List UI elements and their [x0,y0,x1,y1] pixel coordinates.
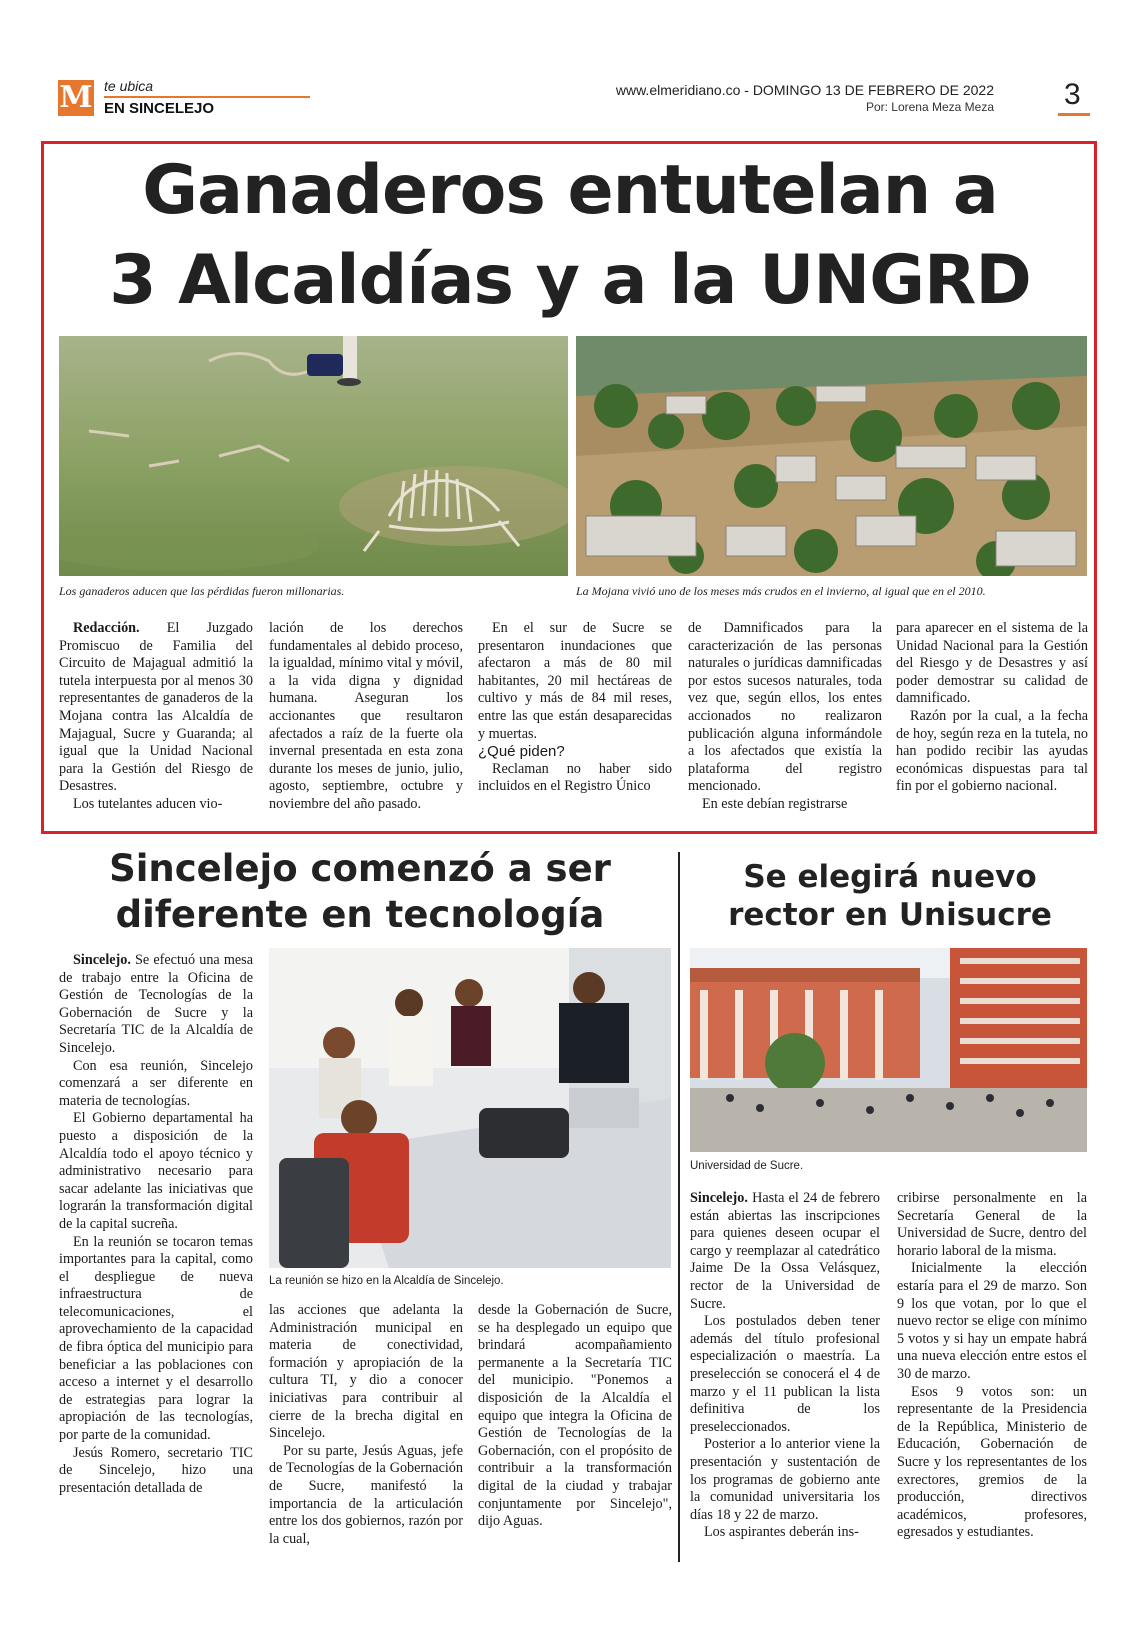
university-photo [690,948,1087,1152]
paragraph: Inicialmente la elección estaría para el 29 de marzo. Son 9 los que votan, por lo que el nuevo rector se elige con mínimo 5 votos y si hay un empate habrá una nueva elección entre estos el 30 de marzo. [897,1260,1087,1382]
dateline: Sincelejo. [690,1190,748,1206]
tech-story-headline [50,846,670,938]
top-story-column-3 [478,620,672,796]
headline-line-1: Se elegirá nuevo [743,859,1037,895]
paragraph: Con esa reunión, Sincelejo comenzará a ser diferente en materia de tecnologías. [59,1057,253,1109]
paragraph: Los aspirantes deberán ins- [704,1524,859,1541]
headline-line-2: rector en Unisucre [728,897,1052,933]
top-story-column-5 [896,620,1088,796]
paragraph: de Damnificados para la caracterización de las personas naturales o jurídicas damnificadas por estos sucesos naturales, toda vez que, según ellos, los entes accionados no realizaron publicación alguna informándole a los afectados que existía la plataforma del registro mencionado. [688,620,882,795]
paragraph: Redacción. El Juzgado Promiscuo de Familia del Circuito de Majagual admitió la tutela interpuesta por al menos 30 representantes de ganaderos de la Mojana contra las Alcaldía de Majagual, Sucre y Guaranda; al igual que la Unidad Nacional para la Gestión del Riesgo de Desastres. [59,620,253,795]
paragraph: desde la Gobernación de Sucre, se ha desplegado un equipo que brindará acompañamiento permanente a la Secretaría TIC del municipio. "Ponemos a disposición de la Alcaldía el equipo que integra la Oficina de Gestión de Tecnologías de la Gobernación, con el propósito de contribuir a la transformación digital de la ciudad y trabajar conjuntamente por Sincelejo", dijo Aguas. [478,1302,672,1530]
left-photo-caption: Los ganaderos aducen que las pérdidas fueron millonarias. [59,584,345,598]
rector-story-column-2 [897,1190,1087,1542]
tech-story-column-2 [269,1302,463,1548]
paragraph: Razón por la cual, a la fecha de hoy, según reza en la tutela, no han podido recibir las ayudas económicas dispuestas para tal fin por el gobierno nacional. [896,707,1088,795]
paragraph: El Gobierno departamental ha puesto a disposición de la Alcaldía todo el apoyo técnico y administrativo necesario para sacar adelante las iniciativas que lograrán la transformación digital de la capital sucreña. [59,1110,253,1232]
site-and-date: www.elmeridiano.co - DOMINGO 13 DE FEBRERO DE 2022 [615,82,994,98]
rector-story-column-1 [690,1190,880,1542]
paragraph: para aparecer en el sistema de la Unidad Nacional para la Gestión del Riesgo y de Desastres y así poder demostrar su calidad de damnificado. [896,620,1088,707]
paragraph: Por su parte, Jesús Aguas, jefe de Tecnologías de la Gobernación de Sucre, manifestó la importancia de la articulación entre los dos gobiernos, razón por la cual, [269,1442,463,1547]
headline-line-2: 3 Alcaldías y a la UNGRD [109,241,1031,320]
university-photo-caption: Universidad de Sucre. [690,1160,804,1172]
subheading: ¿Qué piden? [478,743,565,761]
dateline: Sincelejo. [73,952,131,968]
paragraph: Jesús Romero, secretario TIC de Sincelejo, hizo una presentación detallada de [59,1444,253,1496]
page-number-underline [1058,113,1090,116]
headline-line-2: diferente en tecnología [115,893,605,936]
headline-line-1: Ganaderos entutelan a [142,151,998,230]
column-divider [678,852,680,1562]
top-story-column-4 [688,620,882,814]
cattle-remains-photo [59,336,568,576]
flooded-town-photo [576,336,1087,576]
page-number: 3 [1064,78,1081,111]
rector-story-headline [690,858,1090,934]
right-photo-caption: La Mojana vivió uno de los meses más crudos en el invierno, al igual que en el 2010. [576,584,986,598]
top-story-column-1 [59,620,253,814]
paragraph: Esos 9 votos son: un representante de la Presidencia de la República, Ministerio de Educación, Gobernación de Sucre y los representantes de los exrectores, gremios de la producción, directivos académicos, profesores, egresados y estudiantes. [897,1383,1087,1541]
paragraph: lación de los derechos fundamentales al debido proceso, la igualdad, mínimo vital y móvil, a la vida digna y dignidad humana. Aseguran los accionantes que resultaron afectados a raíz de la fuerte ola invernal presentada en esta zona durante los meses de junio, julio, agosto, septiembre, octubre y noviembre del año pasado. [269,620,463,812]
paragraph: las acciones que adelanta la Administración municipal en materia de conectividad, formación y apropiación de la cultura TI, y dio a conocer iniciativas para contribuir al cierre de la brecha digital en Sincelejo. [269,1302,463,1442]
byline: Por: Lorena Meza Meza [865,100,994,114]
kicker-underline [104,96,310,98]
tech-story-column-3 [478,1302,672,1531]
paragraph: En el sur de Sucre se presentaron inundaciones que afectaron a más de 80 mil habitantes, 20 mil hectáreas de cultivo y más de 84 mil reses, entre las que están desaparecidas y muertas. [478,620,672,742]
paragraph: En este debían registrarse [702,795,848,812]
top-story-column-2 [269,620,463,814]
top-story-headline [52,146,1088,326]
paragraph: Los tutelantes aducen vio- [73,795,223,812]
dateline: Redacción. [73,620,140,636]
newspaper-logo: M [59,80,93,115]
section-kicker: te ubica [104,78,154,94]
paragraph: cribirse personalmente en la Secretaría General de la Universidad de Sucre, dentro del horario laboral de la misma. [897,1190,1087,1259]
paragraph: Posterior a lo anterior viene la presentación y sustentación de los programas de gobierno ante la comunidad universitaria los días 18 y 22 de marzo. [690,1436,880,1523]
section-name: EN SINCELEJO [104,100,215,117]
meeting-photo-caption: La reunión se hizo en la Alcaldía de Sincelejo. [269,1275,504,1287]
paragraph: Sincelejo. Hasta el 24 de febrero están abiertas las inscripciones para quienes deseen ocupar el cargo y reemplazar al catedrático Jaime De la Ossa Velásquez, rector de la Universidad de Sucre. [690,1190,880,1312]
paragraph: Sincelejo. Se efectuó una mesa de trabajo entre la Oficina de Gestión de Tecnologías de la Gobernación de Sucre y la Secretaría TIC de la Alcaldía de Sincelejo. [59,952,253,1056]
tech-story-column-1 [59,952,253,1497]
meeting-photo [269,948,671,1268]
headline-line-1: Sincelejo comenzó a ser [109,847,611,890]
paragraph: Reclaman no haber sido incluidos en el Registro Único [478,760,672,795]
paragraph: En la reunión se tocaron temas importantes para la capital, como el despliegue de nueva infraestructura de telecomunicaciones, el aprovechamiento de la capacidad de fibra óptica del municipio para beneficiar a las poblaciones con acceso a internet y el desarrollo de estrategias para lograr la apropiación de las tecnologías, por parte de la comunidad. [59,1233,253,1444]
paragraph: Los postulados deben tener además del título profesional especialización o maestría. La preselección se conocerá el 4 de marzo y el 11 publican la lista definitiva de los preseleccionados. [690,1313,880,1435]
